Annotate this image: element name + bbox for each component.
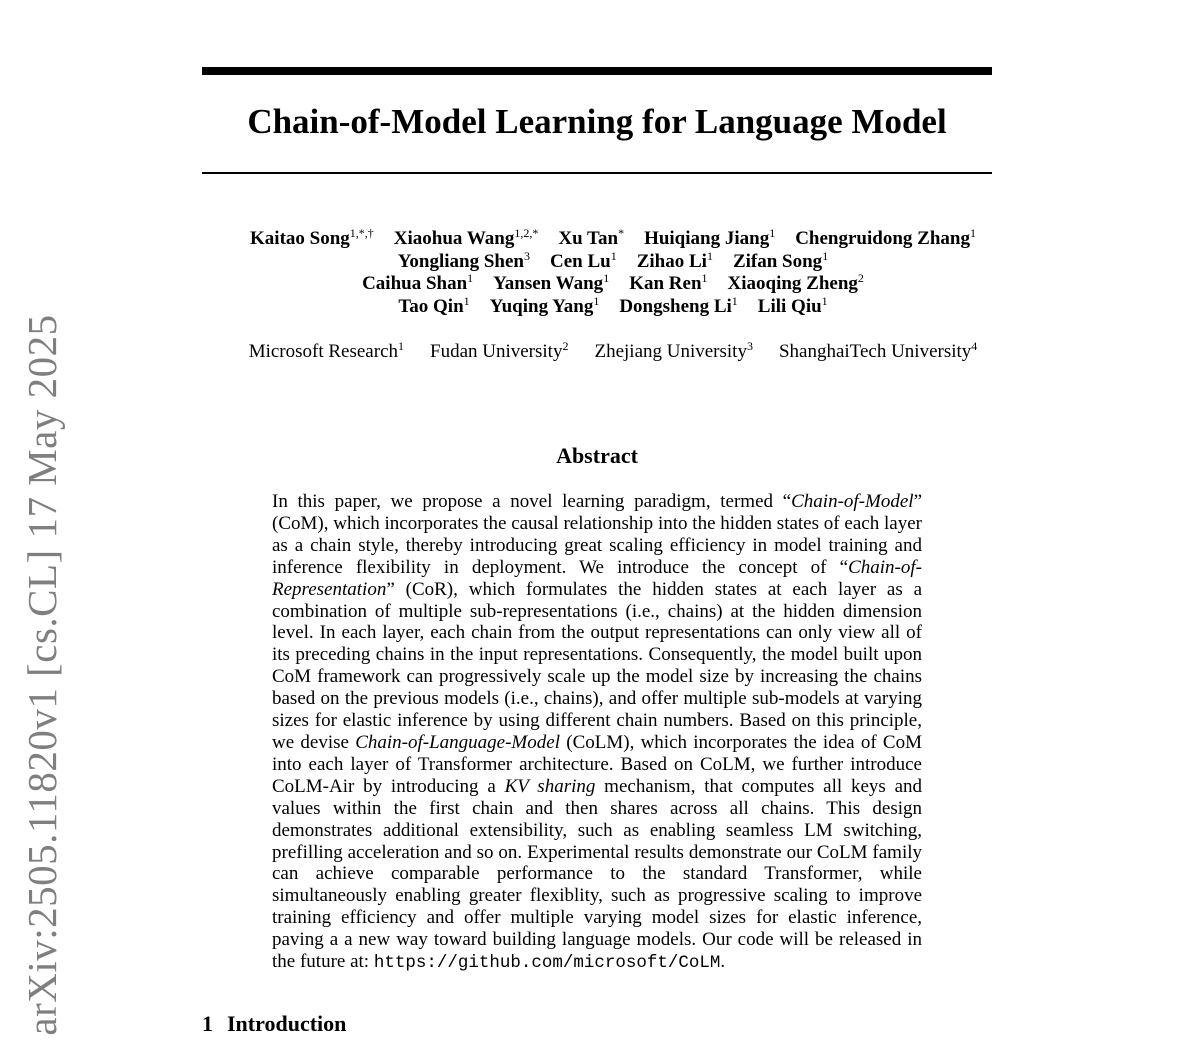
affiliation-marker: 3 xyxy=(746,339,753,353)
author-name: Yongliang Shen xyxy=(397,250,524,272)
abstract-segment: In this paper, we propose a novel learning paradigm, termed “ xyxy=(272,491,792,512)
abstract-italic-term: Chain-of-Language-Model xyxy=(355,731,560,753)
author xyxy=(489,293,600,317)
author-affiliation-marker: 3 xyxy=(524,248,530,263)
affiliation xyxy=(249,341,404,362)
author xyxy=(629,273,707,294)
author xyxy=(397,248,530,272)
author-affiliation-marker: 1 xyxy=(701,271,708,285)
affiliation-name: Fudan University xyxy=(430,341,563,362)
author xyxy=(619,293,738,317)
author xyxy=(550,248,617,272)
author-name: Chengruidong Zhang xyxy=(795,228,970,249)
author-name: Zihao Li xyxy=(636,250,707,272)
abstract-segment: . xyxy=(720,951,726,973)
author-name: Kaitao Song xyxy=(250,228,350,249)
author-name: Tao Qin xyxy=(398,295,464,317)
author-name: Xiaoqing Zheng xyxy=(727,273,858,294)
author-name: Lili Qiu xyxy=(757,295,822,317)
author xyxy=(757,293,828,317)
abstract-italic-term: KV sharing xyxy=(504,775,596,797)
affiliation-marker: 4 xyxy=(971,339,978,353)
author-name: Dongsheng Li xyxy=(619,295,732,317)
author-affiliation-marker: 1,2,* xyxy=(514,226,539,240)
affiliation xyxy=(430,341,568,362)
author-affiliation-marker: 1 xyxy=(731,293,738,308)
affiliation xyxy=(594,341,753,362)
author-line xyxy=(190,248,1036,274)
title-bottom-rule xyxy=(202,172,992,174)
author-block xyxy=(190,228,1036,318)
abstract-segment: (CoLM), which incorporates the idea of CoM into each layer of Transformer architecture. Based on CoLM, we further introduce CoLM-Air by introducing a xyxy=(272,731,922,797)
abstract-italic-term: Chain-of-Model xyxy=(791,491,914,512)
section-title: Introduction xyxy=(227,1011,347,1036)
affiliation-marker: 1 xyxy=(398,339,404,353)
arxiv-identifier-stamp: arXiv:2505.11820v1 [cs.CL] 17 May 2025 xyxy=(19,314,65,1036)
author xyxy=(636,248,713,272)
author-name: Caihua Shan xyxy=(362,273,468,294)
author-name: Zifan Song xyxy=(732,250,823,272)
author xyxy=(250,228,374,249)
author xyxy=(558,228,624,249)
author-line xyxy=(190,273,1036,296)
affiliation-name: Zhejiang University xyxy=(594,341,747,362)
abstract-text xyxy=(272,491,922,975)
affiliation xyxy=(779,341,977,362)
author-affiliation-marker: 1 xyxy=(610,248,617,263)
author-affiliation-marker: 1 xyxy=(769,226,776,240)
author-affiliation-marker: * xyxy=(618,226,625,240)
author-affiliation-marker: 1,*,† xyxy=(349,226,374,240)
affiliation-marker: 2 xyxy=(562,339,569,353)
author-affiliation-marker: 1 xyxy=(821,293,828,308)
section-heading xyxy=(202,1010,346,1038)
affiliation-name: Microsoft Research xyxy=(248,341,398,362)
affiliation-name: ShanghaiTech University xyxy=(778,341,972,362)
author xyxy=(732,248,829,272)
abstract-heading: Abstract xyxy=(556,443,638,468)
author-affiliation-marker: 1 xyxy=(822,248,829,263)
author xyxy=(795,228,976,249)
author-affiliation-marker: 2 xyxy=(857,271,864,285)
author xyxy=(398,293,470,317)
author xyxy=(728,273,864,294)
author-name: Yansen Wang xyxy=(493,273,604,294)
author-name: Xiaohua Wang xyxy=(393,228,515,249)
affiliation-block xyxy=(190,340,1036,364)
author xyxy=(644,228,775,249)
title-top-rule xyxy=(202,67,992,75)
author-affiliation-marker: 1 xyxy=(467,271,474,285)
author-name: Cen Lu xyxy=(550,250,611,272)
author-line xyxy=(190,228,1036,251)
author xyxy=(493,273,609,294)
abstract-segment: ” (CoM), which incorporates the causal relationship into the hidden states of each layer as a chain style, thereby introducing great scaling efficiency in model training and inference flexibility in deployment. We introduce the concept of “ xyxy=(272,491,922,578)
author-name: Huiqiang Jiang xyxy=(644,228,770,249)
section-number: 1 xyxy=(202,1011,213,1036)
author-affiliation-marker: 1 xyxy=(593,293,600,308)
author xyxy=(394,228,539,249)
author xyxy=(362,273,473,294)
author-line xyxy=(190,293,1036,319)
author-name: Yuqing Yang xyxy=(489,295,594,317)
author-affiliation-marker: 1 xyxy=(969,226,976,240)
code-url: https://github.com/microsoft/CoLM xyxy=(373,953,721,974)
author-name: Xu Tan xyxy=(558,228,619,249)
author-affiliation-marker: 1 xyxy=(463,293,470,308)
abstract-segment: ” (CoR), which formulates the hidden states at each layer as a combination of multiple sub-representations (i.e., chains) at the hidden dimension level. In each layer, each chain from the output representations can only view all of its preceding chains in the input representations. Consequently, the model built upon CoM framework can progressively scale up the model size by increasing the chains based on the previous models (i.e., chains), and offer multiple sub-models at varying sizes for elastic inference by using different chain numbers. Based on this principle, we devise xyxy=(272,578,922,753)
author-name: Kan Ren xyxy=(629,273,702,294)
author-affiliation-marker: 1 xyxy=(603,271,610,285)
author-affiliation-marker: 1 xyxy=(706,248,713,263)
paper-title: Chain-of-Model Learning for Language Model xyxy=(247,102,947,141)
abstract-italic-term: Chain-of-Representation xyxy=(272,556,922,600)
abstract-segment: mechanism, that computes all keys and values within the first chain and then shares across all chains. This design demonstrates additional extensibility, such as enabling seamless LM switching, prefilling acceleration and so on. Experimental results demonstrate our CoLM family can achieve comparable performance to the standard Transformer, while simultaneously enabling greater flexiblity, such as progressive scaling to improve training efficiency and offer multiple varying model sizes for elastic inference, paving a a new way toward building language models. Our code will be released in the future at: xyxy=(272,775,923,973)
